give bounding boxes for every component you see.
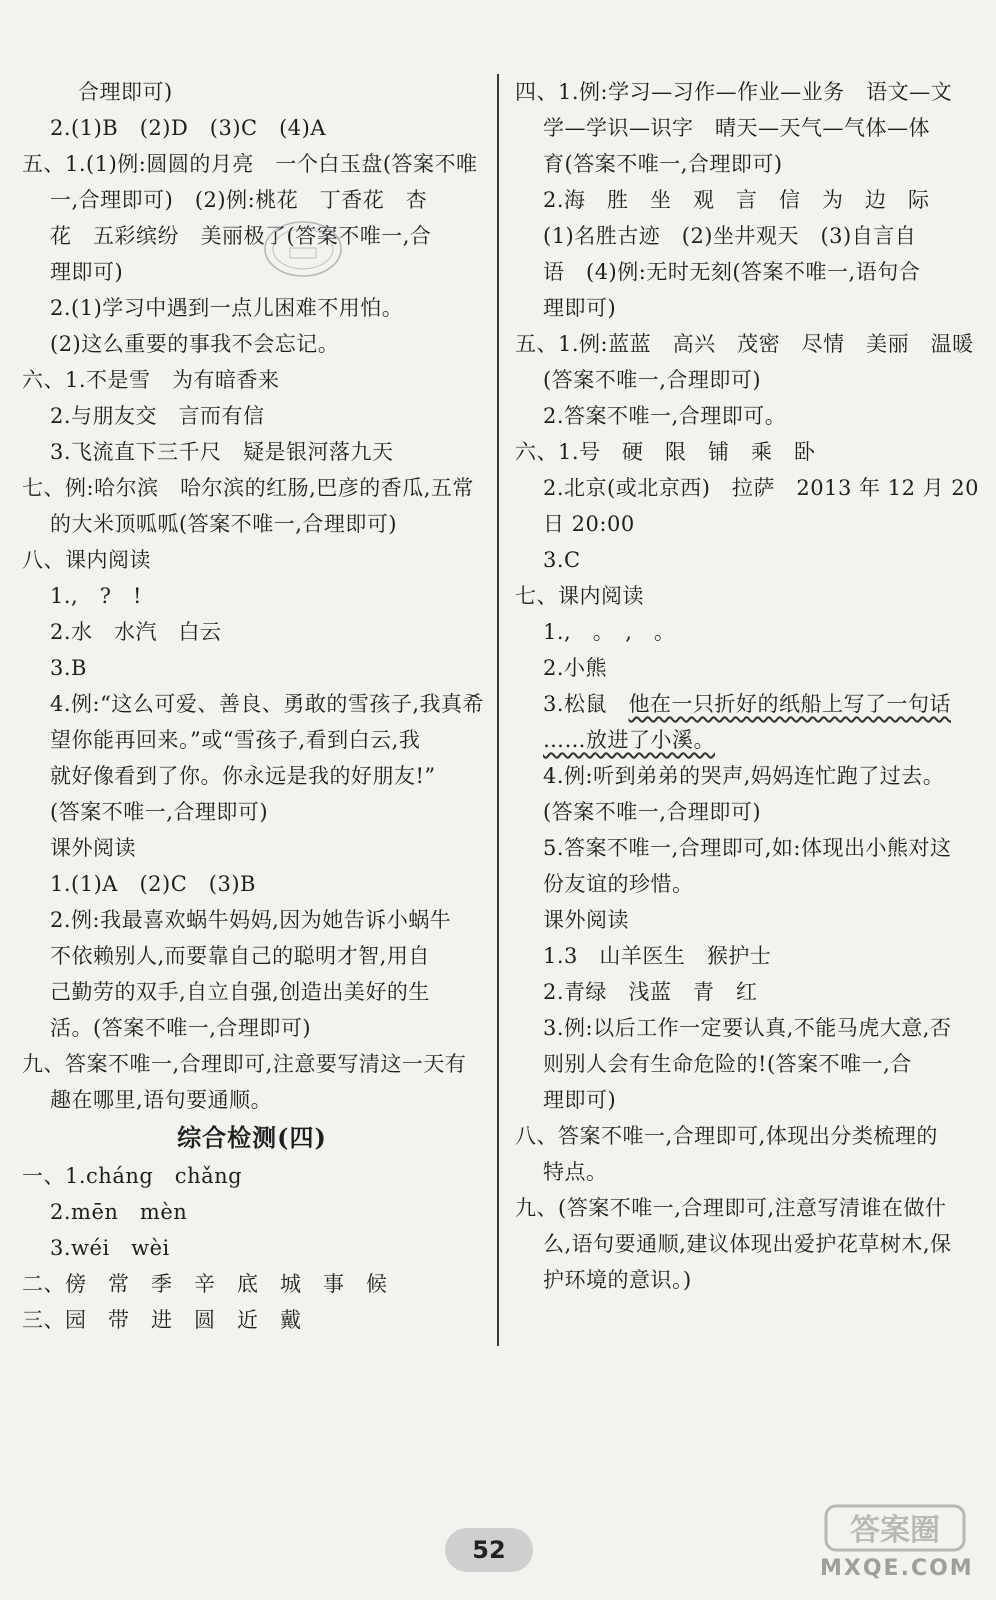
answer-line: 3.例:以后工作一定要认真,不能马虎大意,否: [543, 1016, 952, 1040]
answer-line: 七、例:哈尔滨 哈尔滨的红肠,巴彦的香瓜,五常: [22, 476, 474, 500]
watermark-logo-text: 答案圈: [850, 1513, 940, 1548]
answer-line: 么,语句要通顺,建议体现出爱护花草树木,保: [543, 1232, 952, 1256]
answer-line: 理即可): [543, 1088, 617, 1112]
answer-line: 一、1.cháng chǎng: [22, 1164, 243, 1188]
answer-line: 语 (4)例:无时无刻(答案不唯一,语句合: [543, 260, 921, 284]
answer-line: 3.飞流直下三千尺 疑是银河落九天: [50, 440, 394, 464]
wavy-underlined-sentence: ……放进了小溪。: [543, 728, 715, 752]
answer-line: (2)这么重要的事我不会忘记。: [50, 332, 340, 356]
answer-line: 1., 。 , 。: [543, 620, 676, 644]
answer-line: 2.与朋友交 言而有信: [50, 404, 265, 428]
answer-line: 理即可): [50, 260, 124, 284]
answer-line: 活。(答案不唯一,合理即可): [50, 1016, 312, 1040]
answer-line: 己勤劳的双手,自立自强,创造出美好的生: [50, 980, 430, 1004]
answer-line: [515, 722, 985, 758]
answer-line: 3.wéi wèi: [50, 1236, 170, 1260]
answer-line: 2.北京(或北京西) 拉萨 2013 年 12 月 20: [543, 476, 980, 500]
answer-line: [515, 686, 985, 722]
answer-line: 花 五彩缤纷 美丽极了(答案不唯一,合: [50, 224, 432, 248]
answer-line: 2.(1)学习中遇到一点儿困难不用怕。: [50, 296, 404, 320]
answer-line: 九、答案不唯一,合理即可,注意要写清这一天有: [22, 1052, 467, 1076]
answer-line: (1)名胜古迹 (2)坐井观天 (3)自言自: [543, 224, 917, 248]
answer-line: 4.例:“这么可爱、善良、勇敢的雪孩子,我真希: [50, 692, 485, 716]
answer-line: 的大米顶呱呱(答案不唯一,合理即可): [50, 512, 398, 536]
watermark-site: MXQE.COM: [820, 1556, 974, 1581]
answer-line: 课外阅读: [50, 836, 136, 860]
answer-line: 理即可): [543, 296, 617, 320]
answer-line: (答案不唯一,合理即可): [543, 800, 762, 824]
wavy-underlined-sentence: 他在一只折好的纸船上写了一句话: [628, 692, 952, 716]
answer-line: 2.水 水汽 白云: [50, 620, 222, 644]
answer-line: 三、园 带 进 圆 近 戴: [22, 1308, 302, 1332]
answer-line: 四、1.例:学习—习作—作业—业务 语文—文: [515, 80, 953, 104]
answer-line: 八、课内阅读: [22, 548, 151, 572]
answer-line: 2.青绿 浅蓝 青 红: [543, 980, 758, 1004]
answer-line: 五、1.(1)例:圆圆的月亮 一个白玉盘(答案不唯: [22, 152, 478, 176]
answer-line: 学—学识—识字 晴天—天气—气体—体: [543, 116, 930, 140]
page-number: 52: [445, 1528, 533, 1572]
answer-line: 1.3 山羊医生 猴护士: [543, 944, 772, 968]
watermark-logo: [820, 1500, 974, 1590]
answer-line: 趣在哪里,语句要通顺。: [50, 1088, 273, 1112]
answer-line: 日 20:00: [543, 512, 635, 536]
answer-line: 则别人会有生命危险的!(答案不唯一,合: [543, 1052, 912, 1076]
watermark-logo-icon: [820, 1500, 970, 1556]
answer-line: 不依赖别人,而要靠自己的聪明才智,用自: [50, 944, 430, 968]
answer-line: 护环境的意识。): [543, 1268, 692, 1292]
answer-line: (答案不唯一,合理即可): [543, 368, 762, 392]
section-title: 综合检测(四): [177, 1123, 327, 1152]
answer-line: 课外阅读: [543, 908, 629, 932]
answer-line: 二、傍 常 季 辛 底 城 事 候: [22, 1272, 388, 1296]
answer-line: 2.例:我最喜欢蜗牛妈妈,因为她告诉小蜗牛: [50, 908, 452, 932]
answer-line: 特点。: [543, 1160, 608, 1184]
answer-line: 合理即可): [78, 80, 173, 104]
answer-line: 3.C: [543, 548, 581, 572]
answer-line: 3.B: [50, 656, 87, 680]
answer-line: 2.mēn mèn: [50, 1200, 188, 1224]
answer-line: 育(答案不唯一,合理即可): [543, 152, 783, 176]
answer-line: 2.小熊: [543, 656, 608, 680]
answer-line: 4.例:听到弟弟的哭声,妈妈连忙跑了过去。: [543, 764, 945, 788]
answer-line: 2.海 胜 坐 观 言 信 为 边 际: [543, 188, 930, 212]
answer-line: 六、1.不是雪 为有暗香来: [22, 368, 280, 392]
faint-stamp-mark: [262, 218, 344, 280]
answer-line: 份友谊的珍惜。: [543, 872, 694, 896]
answer-line: 五、1.例:蓝蓝 高兴 茂密 尽情 美丽 温暖: [515, 332, 974, 356]
answer-line: 1.(1)A (2)C (3)B: [50, 872, 256, 896]
answer-line: 1., ? !: [50, 584, 142, 608]
right-column: [515, 74, 985, 1298]
answer-label: 3.松鼠: [543, 692, 608, 716]
answer-line: 就好像看到了你。你永远是我的好朋友!”: [50, 764, 436, 788]
answer-line: 2.(1)B (2)D (3)C (4)A: [50, 116, 327, 140]
answer-line: 望你能再回来。”或“雪孩子,看到白云,我: [50, 728, 421, 752]
answer-line: 一,合理即可) (2)例:桃花 丁香花 杏: [50, 188, 428, 212]
answer-line: 5.答案不唯一,合理即可,如:体现出小熊对这: [543, 836, 952, 860]
answer-line: 九、(答案不唯一,合理即可,注意写清谁在做什: [515, 1196, 947, 1220]
answer-line: 六、1.号 硬 限 铺 乘 卧: [515, 440, 816, 464]
answer-line: 2.答案不唯一,合理即可。: [543, 404, 787, 428]
column-divider: [497, 74, 499, 1346]
answer-line: (答案不唯一,合理即可): [50, 800, 269, 824]
left-column: [22, 74, 485, 1338]
answer-line: 七、课内阅读: [515, 584, 644, 608]
answer-line: 八、答案不唯一,合理即可,体现出分类梳理的: [515, 1124, 938, 1148]
